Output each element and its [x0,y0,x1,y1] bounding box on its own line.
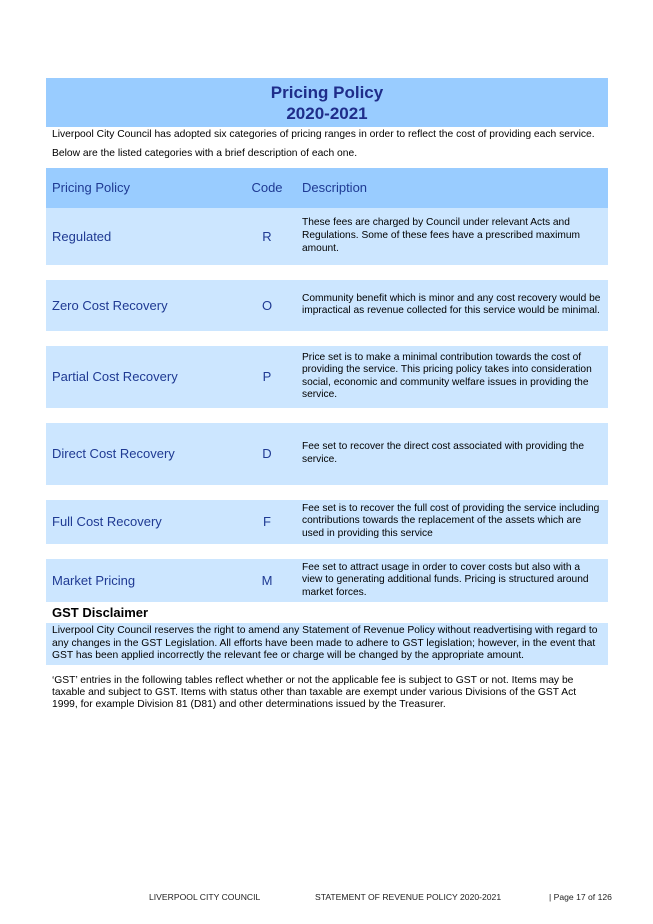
row-spacer [46,408,608,423]
header-description: Description [298,168,608,208]
policy-code: M [236,559,298,603]
header-code: Code [236,168,298,208]
intro-paragraph: Liverpool City Council has adopted six categories of pricing ranges in order to reflect the cost of providing each service. [52,129,595,140]
title-line-2: 2020-2021 [286,104,368,123]
footer-document-title: STATEMENT OF REVENUE POLICY 2020-2021 [315,892,502,902]
policy-name: Full Cost Recovery [46,500,236,544]
policy-code: P [236,346,298,408]
table-header-row [46,168,608,208]
policy-description: Community benefit which is minor and any cost recovery would be impractical as revenue collected for this service would be minimal. [298,280,608,331]
row-spacer [46,265,608,280]
policy-code: R [236,208,298,265]
policy-name: Regulated [46,208,236,265]
policy-description: Fee set is to recover the full cost of providing the service including contributions towards the replacement of the assets which are used in providing this service [298,500,608,544]
table-row [46,500,608,544]
policy-name: Market Pricing [46,559,236,603]
footer-organisation: LIVERPOOL CITY COUNCIL [149,892,261,902]
gst-disclaimer-text: Liverpool City Council reserves the right to amend any Statement of Revenue Policy without readvertising with regard to any changes in the GST Legislation. All efforts have been made to adhere to GST legislation; however, in the event that GST has been applied incorrectly the relevant fee or charge will be changed by the appropriate amount. [46,623,608,664]
footer-page-number: | Page 17 of 126 [549,892,612,902]
title-line-1: Pricing Policy [270,83,384,102]
table-row [46,423,608,485]
row-spacer [46,544,608,559]
table-row [46,559,608,603]
row-spacer [46,331,608,346]
table-row [46,208,608,265]
header-pricing-policy: Pricing Policy [46,168,236,208]
policy-name: Zero Cost Recovery [46,280,236,331]
page-content [46,78,608,712]
gst-entries-note: ‘GST’ entries in the following tables reflect whether or not the applicable fee is subject to GST or not. Items may be taxable and subject to GST. Items with status other than taxable are exempt under various Divisions of the GST Act 1999, for example Division 81 (D81) and other determinations issued by the Treasurer. [52,674,577,711]
policy-description: Fee set to attract usage in order to cover costs but also with a view to generating additional funds. Pricing is structured around market forces. [298,559,608,603]
policy-description: These fees are charged by Council under relevant Acts and Regulations. Some of these fees have a prescribed maximum amount. [298,208,608,265]
table-row [46,346,608,408]
table-row [46,280,608,331]
policy-code: F [236,500,298,544]
policy-code: O [236,280,298,331]
policy-name: Direct Cost Recovery [46,423,236,485]
policy-description: Fee set to recover the direct cost associated with providing the service. [298,423,608,485]
policy-code: D [236,423,298,485]
page-title [46,78,608,127]
policy-name: Partial Cost Recovery [46,346,236,408]
gst-disclaimer-heading: GST Disclaimer [52,605,149,621]
intro-listing-note: Below are the listed categories with a brief description of each one. [52,148,358,160]
pricing-policy-table [46,168,608,603]
row-spacer [46,485,608,500]
policy-description: Price set is to make a minimal contribution towards the cost of providing the service. This pricing policy takes into consideration social, economic and community welfare issues in providing the service. [298,346,608,408]
